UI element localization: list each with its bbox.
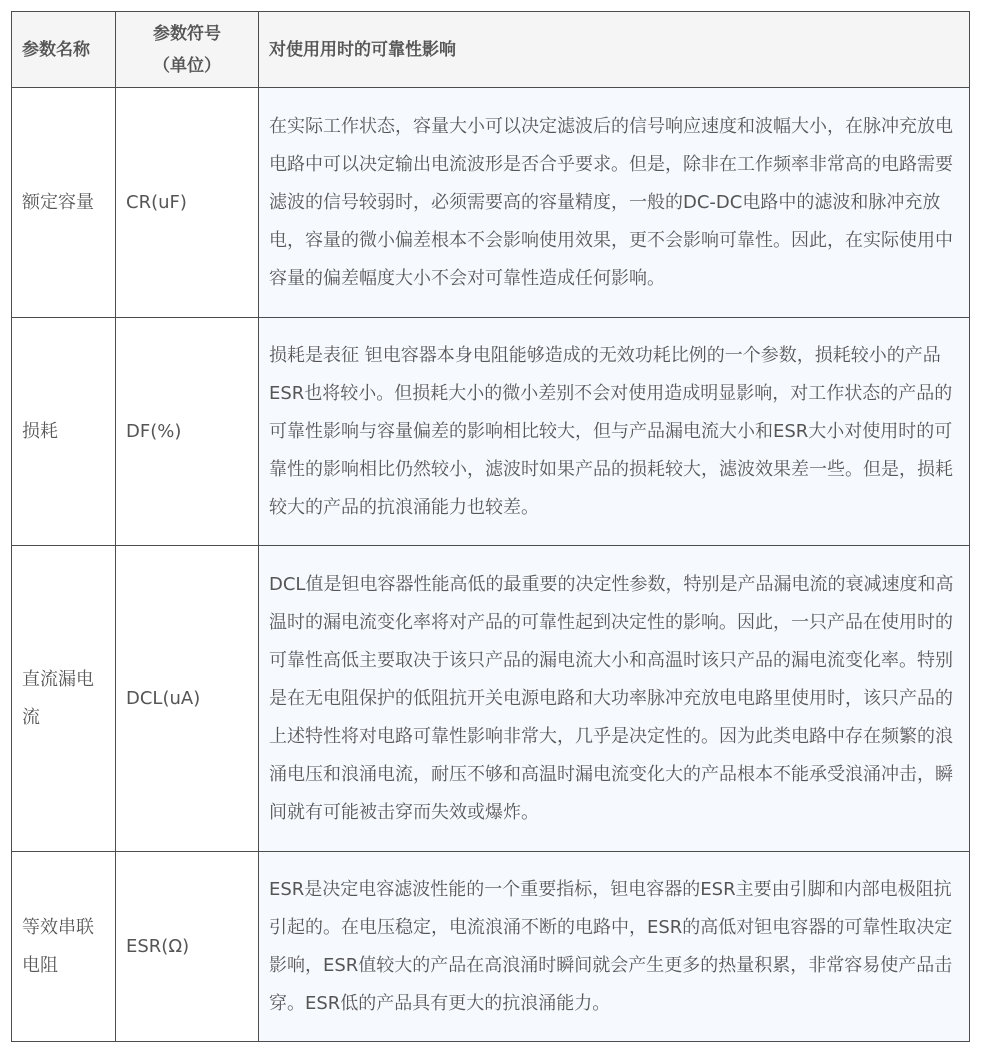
table-row	[12, 88, 970, 318]
table-row	[12, 546, 970, 852]
param-symbol-cell: DF(%)	[116, 318, 259, 546]
param-name-cell: 损耗	[12, 318, 116, 546]
table-row	[12, 318, 970, 546]
param-description-cell: 损耗是表征 钽电容器本身电阻能够造成的无效功耗比例的一个参数，损耗较小的产品ESR也将较小。但损耗大小的微小差别不会对使用造成明显影响，对工作状态的产品的可靠性影响与容量偏差的影响相比较大，但与产品漏电流大小和ESR大小对使用时的可靠性的影响相比仍然较小，滤波时如果产品的损耗较大，滤波效果差一些。但是，损耗较大的产品的抗浪涌能力也较差。	[259, 318, 970, 546]
param-description-cell: DCL值是钽电容器性能高低的最重要的决定性参数，特别是产品漏电流的衰减速度和高温时的漏电流变化率将对产品的可靠性起到决定性的影响。因此，一只产品在使用时的可靠性高低主要取决于该只产品的漏电流大小和高温时该只产品的漏电流变化率。特别是在无电阻保护的低阻抗开关电源电路和大功率脉冲充放电电路里使用时，该只产品的上述特性将对电路可靠性影响非常大，几乎是决定性的。因为此类电路中存在频繁的浪涌电压和浪涌电流，耐压不够和高温时漏电流变化大的产品根本不能承受浪涌冲击，瞬间就有可能被击穿而失效或爆炸。	[259, 546, 970, 852]
parameter-table	[11, 11, 970, 1042]
param-name-cell: 等效串联电阻	[12, 852, 116, 1042]
table-row	[12, 852, 970, 1042]
param-description-cell: ESR是决定电容滤波性能的一个重要指标，钽电容器的ESR主要由引脚和内部电极阻抗引起的。在电压稳定，电流浪涌不断的电路中，ESR的高低对钽电容器的可靠性取决定影响，ESR值较大的产品在高浪涌时瞬间就会产生更多的热量积累，非常容易使产品击穿。ESR低的产品具有更大的抗浪涌能力。	[259, 852, 970, 1042]
header-param-symbol	[116, 12, 259, 88]
param-symbol-cell: CR(uF)	[116, 88, 259, 318]
header-reliability-impact: 对使用用时的可靠性影响	[259, 12, 970, 88]
param-symbol-cell: DCL(uA)	[116, 546, 259, 852]
table-header-row	[12, 12, 970, 88]
param-description-cell: 在实际工作状态，容量大小可以决定滤波后的信号响应速度和波幅大小，在脉冲充放电电路中可以决定输出电流波形是否合乎要求。但是，除非在工作频率非常高的电路需要滤波的信号较弱时，必须需要高的容量精度，一般的DC-DC电路中的滤波和脉冲充放电，容量的微小偏差根本不会影响使用效果，更不会影响可靠性。因此，在实际使用中容量的偏差幅度大小不会对可靠性造成任何影响。	[259, 88, 970, 318]
header-param-name: 参数名称	[12, 12, 116, 88]
header-param-symbol-line1: 参数符号	[153, 23, 221, 44]
header-param-symbol-line2: （单位）	[153, 55, 221, 76]
param-name-cell: 额定容量	[12, 88, 116, 318]
param-name-cell: 直流漏电流	[12, 546, 116, 852]
param-symbol-cell: ESR(Ω)	[116, 852, 259, 1042]
